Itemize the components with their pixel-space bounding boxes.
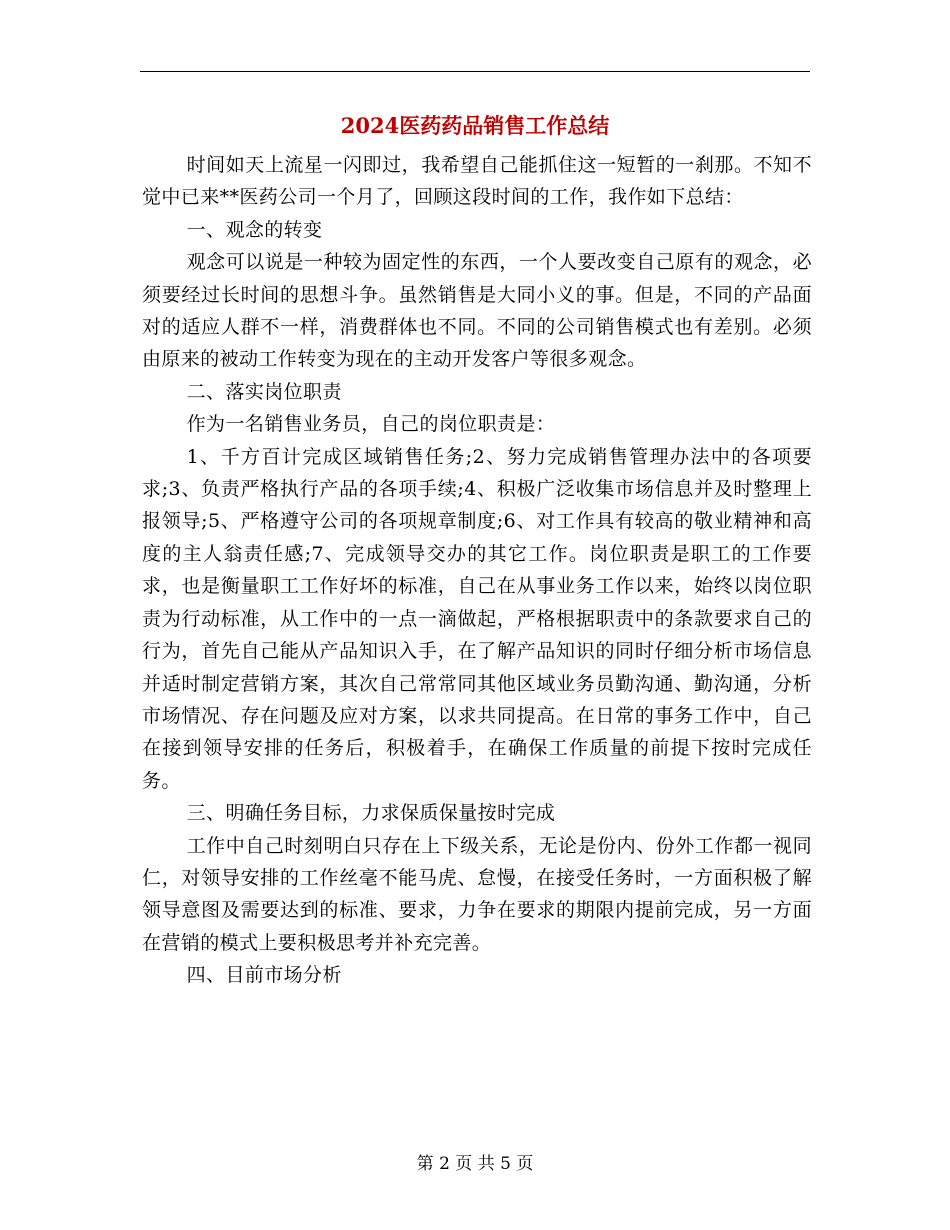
paragraph-intro: 时间如天上流星一闪即过，我希望自己能抓住这一短暂的一刹那。不知不觉中已来**医药公司一个月了，回顾这段时间的工作，我作如下总结： [142,154,812,209]
section-heading-4: 四、目前市场分析 [186,964,342,987]
section-heading-2: 二、落实岗位职责 [186,380,342,403]
document-body [142,149,812,992]
header-rule [140,71,810,72]
section-heading-3: 三、明确任务目标，力求保质保量按时完成 [186,802,556,825]
paragraph-duties-list: 1、千方百计完成区域销售任务;2、努力完成销售管理办法中的各项要求;3、负责严格执行产品的各项手续;4、积极广泛收集市场信息并及时整理上报领导;5、严格遵守公司的各项规章制度;6、对工作具有较高的敬业精神和高度的主人翁责任感;7、完成领导交办的其它工作。岗位职责是职工的工作要求，也是衡量职工工作好坏的标准，自己在从事业务工作以来，始终以岗位职责为行动标准，从工作中的一点一滴做起，严格根据职责中的条款要求自己的行为，首先自己能从产品知识入手，在了解产品知识的同时仔细分析市场信息并适时制定营销方案，其次自己常常同其他区域业务员勤沟通、勤沟通，分析市场情况、存在问题及应对方案，以求共同提高。在日常的事务工作中，自己在接到领导安排的任务后，积极着手，在确保工作质量的前提下按时完成任务。 [142,445,812,792]
paragraph-task-goals: 工作中自己时刻明白只存在上下级关系，无论是份内、份外工作都一视同仁，对领导安排的工作丝毫不能马虎、怠慢，在接受任务时，一方面积极了解领导意图及需要达到的标准、要求，力争在要求的期限内提前完成，另一方面在营销的模式上要积极思考并补充完善。 [142,834,812,954]
page-number: 第 2 页 共 5 页 [416,1154,534,1174]
section-heading-1: 一、观念的转变 [186,218,323,241]
paragraph-concept-change: 观念可以说是一种较为固定性的东西，一个人要改变自己原有的观念，必须要经过长时间的思想斗争。虽然销售是大同小义的事。但是，不同的产品面对的适应人群不一样，消费群体也不同。不同的公司销售模式也有差别。必须由原来的被动工作转变为现在的主动开发客户等很多观念。 [142,251,812,371]
paragraph-duties-intro: 作为一名销售业务员，自己的岗位职责是： [186,413,556,436]
document-title: 2024医药药品销售工作总结 [340,113,610,138]
